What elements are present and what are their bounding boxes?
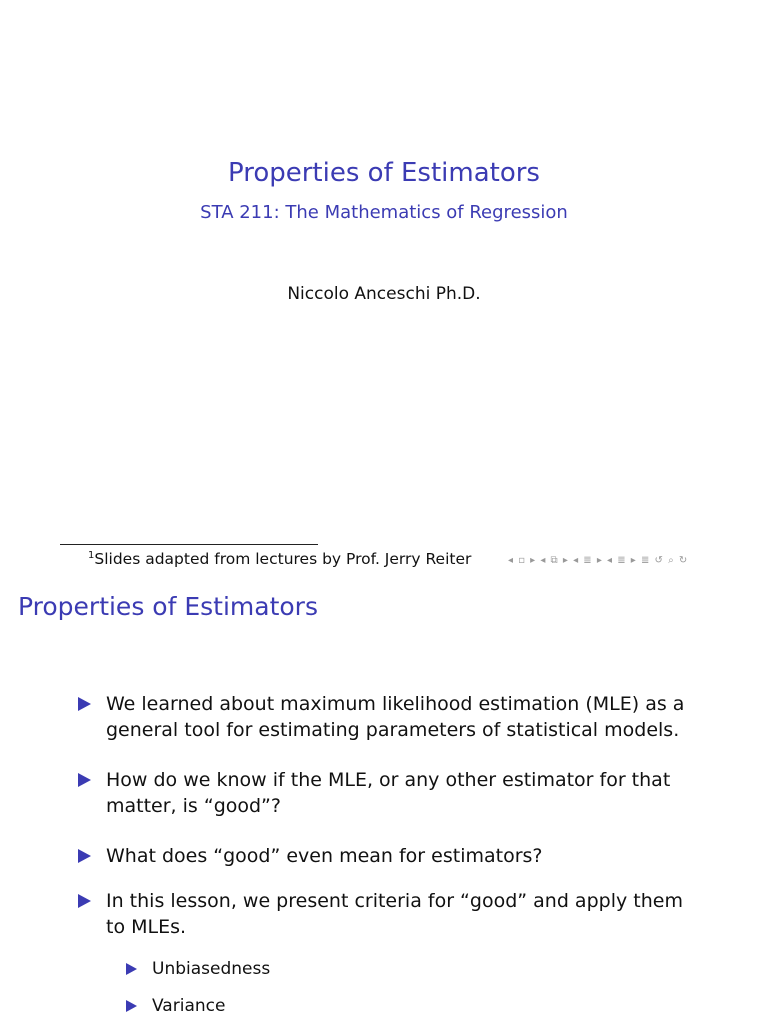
bullet-triangle-icon: [126, 1000, 137, 1012]
list-item: In this lesson, we present criteria for “good” and apply them to MLEs.: [78, 888, 718, 940]
bullet-triangle-icon: [78, 894, 91, 908]
slide-title: Properties of Estimators: [18, 592, 318, 621]
author: Niccolo Anceschi Ph.D.: [287, 284, 481, 304]
presentation-title: Properties of Estimators: [228, 158, 540, 188]
bullet-triangle-icon: [126, 963, 137, 975]
sub-list-item: Variance: [126, 994, 225, 1018]
footnote-rule: [60, 544, 318, 545]
footnote: [88, 550, 471, 568]
sub-list-item: Unbiasedness: [126, 957, 270, 981]
bullet-triangle-icon: [78, 849, 91, 863]
bullet-triangle-icon: [78, 697, 91, 711]
list-item: What does “good” even mean for estimators?: [78, 843, 718, 869]
beamer-navigation-icons[interactable]: ◂ ▫ ▸ ◂ ⧉ ▸ ◂ ≣ ▸ ◂ ≣ ▸ ≣ ↺ ⌕ ↻: [508, 555, 689, 566]
footnote-text: Slides adapted from lectures by Prof. Jerry Reiter: [94, 550, 472, 569]
footnote-mark: 1: [88, 550, 95, 561]
presentation-subtitle: STA 211: The Mathematics of Regression: [200, 202, 568, 223]
bullet-triangle-icon: [78, 773, 91, 787]
list-item: We learned about maximum likelihood estimation (MLE) as a general tool for estimating parameters of statistical models.: [78, 691, 718, 743]
list-item: How do we know if the MLE, or any other estimator for that matter, is “good”?: [78, 767, 718, 819]
